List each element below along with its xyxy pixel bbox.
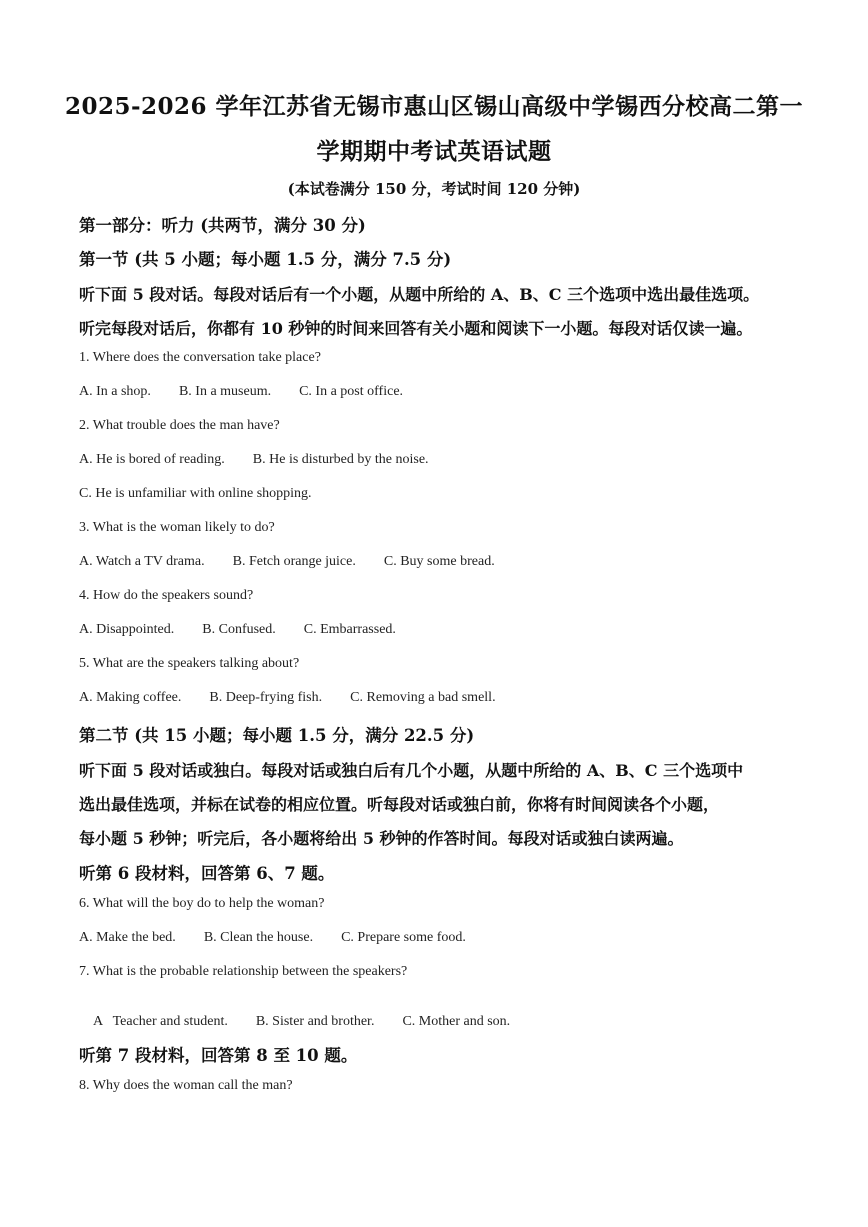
question-4-stem: 4. How do the speakers sound? [79, 588, 254, 603]
option-a: A Teacher and student. [93, 1014, 228, 1029]
option-b: B. He is disturbed by the noise. [252, 452, 429, 467]
option-c: C. Prepare some food. [341, 930, 466, 945]
option-a: A. Disappointed. [79, 622, 175, 637]
option-b: B. Clean the house. [203, 930, 314, 945]
question-2-options-ab [79, 452, 429, 468]
option-b: B. Fetch orange juice. [232, 554, 356, 569]
option-c: C. Mother and son. [402, 1014, 511, 1029]
exam-subtitle: (本试卷满分 150 分，考试时间 120 分钟) [287, 180, 581, 198]
section2-instruction-line1: 听下面 5 段对话或独白。每段对话或独白后有几个小题，从题中所给的 A、B、C 三个选项中 [79, 761, 744, 780]
option-a: A. In a shop. [79, 384, 151, 399]
question-2-option-c: C. He is unfamiliar with online shopping. [79, 486, 312, 501]
exam-title-line2: 学期期中考试英语试题 [316, 138, 552, 165]
question-4-options [79, 622, 396, 638]
question-8-stem: 8. Why does the woman call the man? [79, 1078, 293, 1093]
option-a: A. Making coffee. [79, 690, 182, 705]
question-3-stem: 3. What is the woman likely to do? [79, 520, 275, 535]
question-1-stem: 1. Where does the conversation take place? [79, 350, 321, 365]
option-c: C. Embarrassed. [303, 622, 396, 637]
section1-instruction-line1: 听下面 5 段对话。每段对话后有一个小题，从题中所给的 A、B、C 三个选项中选出最佳选项。 [79, 285, 760, 304]
question-1-options [79, 384, 403, 400]
material-7-heading: 听第 7 段材料，回答第 8 至 10 题。 [79, 1046, 358, 1065]
question-5-options [79, 690, 496, 706]
part1-heading: 第一部分：听力 (共两节，满分 30 分) [79, 216, 366, 235]
option-b: B. Sister and brother. [255, 1014, 375, 1029]
question-6-stem: 6. What will the boy do to help the woman? [79, 896, 325, 911]
option-b: B. Confused. [202, 622, 276, 637]
section2-heading: 第二节 (共 15 小题；每小题 1.5 分，满分 22.5 分) [79, 726, 475, 745]
option-c: C. In a post office. [299, 384, 404, 399]
section1-heading: 第一节 (共 5 小题；每小题 1.5 分，满分 7.5 分) [79, 250, 452, 269]
question-3-options [79, 554, 495, 570]
question-7-options [79, 998, 510, 1046]
section2-instruction-line3: 每小题 5 秒钟；听完后，各小题将给出 5 秒钟的作答时间。每段对话或独白读两遍。 [79, 829, 684, 848]
option-a: A. Watch a TV drama. [79, 554, 205, 569]
question-5-stem: 5. What are the speakers talking about? [79, 656, 300, 671]
option-c: C. Removing a bad smell. [350, 690, 496, 705]
option-b: B. In a museum. [178, 384, 272, 399]
section2-instruction-line2: 选出最佳选项，并标在试卷的相应位置。听每段对话或独白前，你将有时间阅读各个小题， [79, 795, 720, 814]
option-c: C. Buy some bread. [383, 554, 495, 569]
section1-instruction-line2: 听完每段对话后，你都有 10 秒钟的时间来回答有关小题和阅读下一小题。每段对话仅读一遍。 [79, 319, 753, 338]
question-7-stem: 7. What is the probable relationship between the speakers? [79, 964, 408, 979]
option-a: A. He is bored of reading. [79, 452, 225, 467]
exam-title-line1: 2025-2026 学年江苏省无锡市惠山区锡山高级中学锡西分校高二第一 [64, 93, 804, 120]
option-b: B. Deep-frying fish. [209, 690, 323, 705]
material-6-heading: 听第 6 段材料，回答第 6、7 题。 [79, 864, 335, 883]
question-6-options [79, 930, 466, 946]
option-a: A. Make the bed. [79, 930, 176, 945]
question-2-stem: 2. What trouble does the man have? [79, 418, 280, 433]
